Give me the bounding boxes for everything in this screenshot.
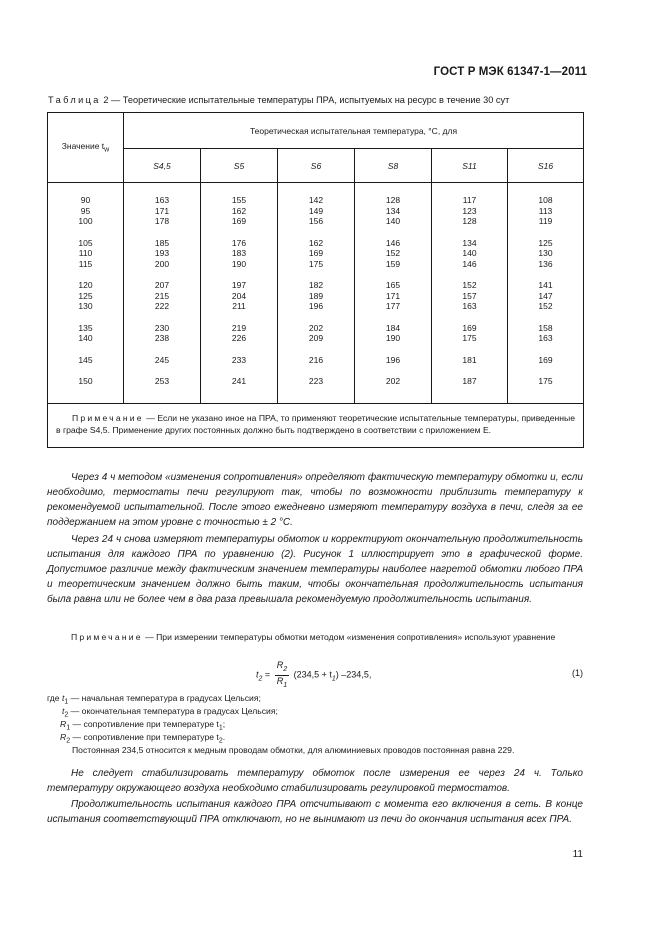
temperature-column: [355, 183, 432, 404]
row-header-cell: [48, 113, 124, 183]
value-group: [508, 376, 583, 387]
table-cell: 135: [78, 322, 93, 333]
table-cell: 253: [154, 376, 170, 386]
table-cell: 162: [231, 205, 247, 216]
table-note: [48, 403, 584, 447]
table-cell: 183: [231, 248, 247, 258]
temperature-column: [508, 183, 584, 404]
value-group: [201, 238, 277, 270]
value-group: [48, 376, 123, 387]
value-group: [355, 195, 431, 227]
row-header-sub: w: [104, 146, 110, 154]
table-cell: 202: [385, 376, 401, 386]
value-group: [432, 280, 507, 312]
table-cell: 176: [231, 237, 247, 248]
table-cell: 128: [385, 195, 401, 205]
page-number: 11: [572, 849, 583, 860]
value-group: [432, 238, 507, 270]
table-cell: 152: [538, 301, 553, 311]
temperature-column: [201, 183, 278, 404]
definition-text: — сопротивление при температуре t: [70, 719, 219, 729]
table-cell: 125: [538, 237, 553, 248]
value-group: [508, 355, 583, 366]
value-group: [201, 195, 277, 227]
table-cell: 182: [308, 280, 324, 290]
table-cell: 113: [538, 205, 553, 216]
table-cell: 100: [78, 216, 93, 226]
table-cell: 146: [462, 258, 477, 269]
value-group: [508, 323, 583, 344]
table-cell: 152: [385, 248, 401, 258]
definition-end: .: [222, 732, 226, 742]
definition-end: ;: [222, 719, 226, 729]
value-group: [278, 376, 354, 387]
table-cell: 165: [385, 280, 401, 290]
formula-fraction: [275, 660, 289, 691]
value-group: [355, 376, 431, 387]
temperature-column: [278, 183, 355, 404]
table-cell: 142: [308, 195, 324, 205]
table-cell: 181: [462, 354, 477, 365]
value-group: [508, 195, 583, 227]
table-cell: 175: [462, 333, 477, 343]
table-caption: [48, 95, 509, 105]
table-note-text: — Если не указано иное на ПРА, то применяют теоретические испытательные температуры, приведенные в графе S4,5. Применение других постоянных должно быть подтверждено в соответствии с приложением Е.: [56, 412, 575, 435]
formula-lhs: t: [256, 669, 259, 680]
value-group: [508, 280, 583, 312]
test-temperature-table: [47, 112, 584, 448]
table-cell: 187: [462, 376, 477, 386]
table-cell: 152: [462, 280, 477, 290]
table-cell: 190: [231, 258, 247, 269]
table-cell: 233: [231, 354, 247, 365]
table-cell: 115: [78, 258, 93, 269]
value-group: [355, 280, 431, 312]
value-group: [48, 280, 123, 312]
formula-den-sub: 1: [283, 681, 288, 689]
value-group: [278, 323, 354, 344]
table-cell: 134: [385, 205, 401, 216]
formula-tail-b: ) –234,5,: [335, 669, 372, 680]
value-group: [48, 323, 123, 344]
table-cell: 184: [385, 322, 401, 333]
formula-note-label: Примечание: [71, 632, 143, 642]
table-note-label: Примечание: [72, 412, 144, 423]
table-cell: 155: [231, 195, 247, 205]
table-cell: 171: [154, 205, 170, 216]
definition-sub: 1: [66, 724, 71, 732]
definition-text-sub: 1: [218, 724, 223, 732]
table-cell: 150: [78, 376, 93, 386]
formula-eq: =: [262, 669, 273, 680]
table-cell: 215: [154, 290, 170, 301]
table-cell: 147: [538, 290, 553, 301]
table-cell: 163: [154, 195, 170, 205]
formula-tail-a: (234,5 + t: [293, 669, 332, 680]
table-cell: 145: [78, 354, 93, 365]
definition-sub: 1: [64, 698, 69, 706]
value-group: [48, 238, 123, 270]
constant-note: Постоянная 234,5 относится к медным проводам обмотки, для алюминиевых проводов постоянная равна 229.: [72, 745, 515, 755]
table-cell: 177: [385, 301, 401, 311]
formula-num-sub: 2: [283, 665, 288, 673]
formula-num-sym: R: [276, 660, 284, 670]
table-cell: 238: [154, 333, 170, 343]
definition-text: — окончательная температура в градусах Цельсия;: [68, 706, 278, 716]
formula-den-sym: R: [276, 675, 284, 686]
value-group: [355, 355, 431, 366]
table-cell: 175: [538, 376, 553, 386]
table-caption-text: 2 — Теоретические испытательные температуры ПРА, испытуемых на ресурс в течение 30 сут: [103, 95, 510, 105]
value-group: [124, 280, 200, 312]
formula-tail-sub: 1: [331, 675, 336, 683]
table-cell: 185: [154, 237, 170, 248]
value-group: [124, 238, 200, 270]
definition-text: — сопротивление при температуре t: [70, 732, 219, 742]
table-cell: 223: [308, 376, 324, 386]
value-group: [508, 238, 583, 270]
table-cell: 209: [308, 333, 324, 343]
table-cell: 171: [385, 290, 401, 301]
table-cell: 125: [78, 290, 93, 301]
table-cell: 207: [154, 280, 170, 290]
table-cell: 211: [232, 301, 246, 311]
table-cell: 136: [538, 258, 553, 269]
span-header-cell: Теоретическая испытательная температура, °С, для: [124, 113, 584, 149]
table-cell: 216: [308, 354, 324, 365]
paragraph-3: Не следует стабилизировать температуру обмоток после измерения ее через 24 ч. Только температуру окружающего воздуха необходимо стабилизировать регулировкой термостатов.: [47, 768, 583, 794]
table-cell: 128: [462, 216, 477, 226]
table-cell: 117: [462, 195, 477, 205]
table-cell: 163: [538, 333, 553, 343]
column-header: S5: [201, 149, 278, 183]
table-cell: 196: [308, 301, 324, 311]
value-group: [278, 195, 354, 227]
table-cell: 196: [385, 354, 401, 365]
value-group: [278, 238, 354, 270]
equation-number: (1): [572, 668, 583, 678]
value-group: [432, 323, 507, 344]
value-group: [124, 376, 200, 387]
value-group: [48, 195, 123, 227]
paragraph-1: Через 4 ч методом «изменения сопротивления» определяют фактическую температуру обмотки и, если необходимо, термостаты печи регулируют так, чтобы по возможности приблизить температуру к рекомендуемой испытательной. После этого ежедневно измеряют температуру воздуха в печи, следя за ее поддержанием на этом уровне с точностью ± 2 °С.: [47, 472, 583, 528]
value-group: [124, 195, 200, 227]
table-cell: 130: [78, 301, 93, 311]
definition-text: — начальная температура в градусах Цельсия;: [68, 693, 261, 703]
table-cell: 162: [308, 237, 324, 248]
table-cell: 204: [231, 290, 247, 301]
definition-symbol: R: [60, 732, 67, 742]
table-cell: 158: [538, 322, 553, 333]
column-header: S4,5: [124, 149, 201, 183]
table-cell: 119: [538, 216, 553, 226]
table-cell: 90: [80, 195, 91, 205]
table-cell: 197: [231, 280, 247, 290]
table-cell: 149: [308, 205, 324, 216]
column-header: S11: [432, 149, 508, 183]
table-cell: 95: [80, 205, 91, 216]
formula-note: [47, 631, 583, 644]
formula-numerator: [275, 660, 289, 676]
table-cell: 169: [462, 322, 477, 333]
table-cell: 140: [462, 248, 477, 258]
table-cell: 123: [462, 205, 477, 216]
value-group: [124, 323, 200, 344]
formula: [256, 660, 371, 691]
table-cell: 200: [154, 258, 170, 269]
value-group: [48, 355, 123, 366]
definition-prefix: где: [47, 693, 62, 703]
column-header: S6: [278, 149, 355, 183]
tw-value-column: [48, 183, 124, 404]
table-cell: 130: [538, 248, 553, 258]
value-group: [278, 280, 354, 312]
value-group: [201, 323, 277, 344]
table-cell: 169: [538, 354, 553, 365]
formula-denominator: [275, 676, 289, 691]
value-group: [201, 376, 277, 387]
table-cell: 157: [462, 290, 477, 301]
table-cell: 105: [78, 237, 93, 248]
table-cell: 241: [231, 376, 247, 386]
table-cell: 163: [462, 301, 477, 311]
table-cell: 110: [78, 248, 93, 258]
value-group: [278, 355, 354, 366]
formula-lhs-sub: 2: [258, 675, 263, 683]
table-cell: 175: [308, 258, 324, 269]
value-group: [124, 355, 200, 366]
temperature-column: [432, 183, 508, 404]
table-cell: 169: [308, 248, 324, 258]
table-cell: 190: [385, 333, 401, 343]
value-group: [201, 355, 277, 366]
paragraph-4: Продолжительность испытания каждого ПРА отсчитывают с момента его включения в сеть. В конце испытания соответствующий ПРА отключают, но не вынимают из печи до окончания испытания всех ПРА.: [47, 799, 583, 825]
value-group: [355, 238, 431, 270]
table-cell: 178: [154, 216, 170, 226]
formula-note-text: — При измерении температуры обмотки методом «изменения сопротивления» используют уравнение: [142, 632, 556, 642]
column-header: S8: [355, 149, 432, 183]
table-cell: 134: [462, 237, 477, 248]
table-note-indent: [56, 413, 72, 423]
value-group: [432, 355, 507, 366]
definition-symbol: t: [62, 706, 65, 716]
definition-text-sub: 2: [218, 737, 223, 745]
definition-symbol: t: [61, 693, 65, 703]
table-cell: 120: [78, 280, 93, 290]
value-group: [355, 323, 431, 344]
table-cell: 226: [231, 333, 247, 343]
table-cell: 245: [154, 354, 170, 365]
table-cell: 189: [308, 290, 324, 301]
table-cell: 156: [308, 216, 324, 226]
table-cell: 219: [231, 322, 247, 333]
table-cell: 169: [231, 216, 247, 226]
definition-sub: 2: [64, 711, 69, 719]
table-cell: 193: [154, 248, 170, 258]
value-group: [432, 376, 507, 387]
table-cell: 140: [78, 333, 93, 343]
table-cell: 108: [538, 195, 553, 205]
table-cell: 140: [385, 216, 401, 226]
table-cell: 202: [308, 322, 324, 333]
paragraph-2: Через 24 ч снова измеряют температуры обмоток и корректируют окончательную продолжительность испытания для каждого ПРА по уравнению (2). Рисунок 1 иллюстрирует это в графической форме. Допустимое различие между фактическим значением температуры наиболее нагретой обмотки любого ПРА и теоретическим значением должно быть таким, чтобы окончательная продолжительность испытания была равна или не более чем в два раза превышала рекомендуемую продолжительность испытания.: [47, 534, 583, 605]
table-cell: 146: [385, 237, 401, 248]
row-header-label: Значение t: [61, 141, 105, 152]
temperature-column: [124, 183, 201, 404]
table-cell: 222: [154, 301, 170, 311]
document-header: ГОСТ Р МЭК 61347-1—2011: [433, 66, 587, 78]
definition-sub: 2: [66, 737, 71, 745]
table-caption-label: Таблица: [48, 95, 101, 105]
table-cell: 230: [154, 322, 170, 333]
table-cell: 159: [385, 258, 401, 269]
definition-symbol: R: [60, 719, 67, 729]
value-group: [201, 280, 277, 312]
column-header: S16: [508, 149, 584, 183]
value-group: [432, 195, 507, 227]
table-cell: 141: [538, 280, 553, 290]
